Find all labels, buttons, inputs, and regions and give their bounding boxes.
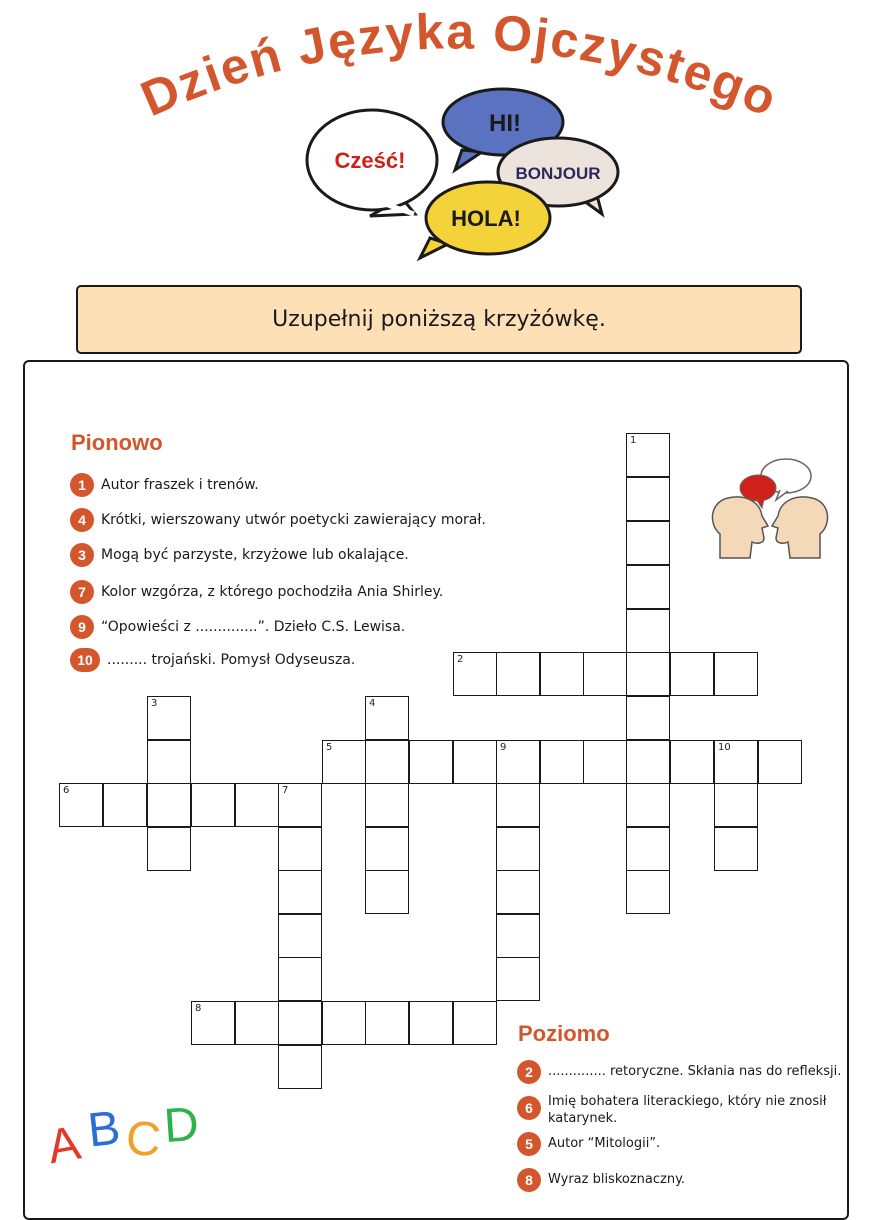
crossword-cell[interactable] [540,740,584,784]
bubble-en-text: HI! [489,110,521,137]
bubble-pl [307,110,437,216]
crossword-cell[interactable] [365,1001,409,1045]
cell-number: 10 [718,742,731,753]
clue-horizontal-5 [517,1132,660,1156]
clue-vertical-3 [70,543,409,567]
crossword-cell[interactable] [583,740,627,784]
crossword-cell[interactable] [496,783,540,827]
clue-text: ......... trojański. Pomysł Odyseusza. [107,651,356,668]
clue-number: 3 [70,543,94,567]
crossword-cell[interactable] [714,827,758,871]
crossword-cell[interactable] [714,740,758,784]
crossword-cell[interactable] [278,914,322,958]
cell-number: 4 [369,698,376,709]
crossword-cell[interactable] [278,870,322,914]
clue-vertical-1 [70,473,259,497]
crossword-cell[interactable] [453,740,497,784]
clue-number: 1 [70,473,94,497]
letter-a: A [43,1116,85,1175]
crossword-cell[interactable] [626,477,670,521]
crossword-cell[interactable] [235,783,279,827]
clue-text: “Opowieści z ..............”. Dzieło C.S. Lewisa. [101,618,406,635]
page-title: Dzień Języka Ojczystego [132,3,787,128]
crossword-cell[interactable] [626,565,670,609]
clue-horizontal-2 [517,1060,841,1084]
crossword-cell[interactable] [714,652,758,696]
bubble-es-text: HOLA! [451,206,521,231]
cell-number: 5 [326,742,333,753]
cell-number: 7 [282,785,289,796]
crossword-cell[interactable] [322,740,366,784]
crossword-cell[interactable] [409,1001,453,1045]
crossword-cell[interactable] [496,870,540,914]
crossword-cell[interactable] [496,740,540,784]
crossword-cell[interactable] [626,870,670,914]
clue-text: Kolor wzgórza, z którego pochodziła Ania Shirley. [101,583,444,600]
bubble-es [420,182,550,258]
clue-text: Autor “Mitologii”. [548,1135,661,1151]
crossword-cell[interactable] [103,783,147,827]
crossword-cell[interactable] [453,652,497,696]
bubble-fr-text: BONJOUR [515,164,601,183]
crossword-cell[interactable] [278,1045,322,1089]
clue-number: 9 [70,615,94,639]
clue-number: 6 [517,1096,541,1120]
clue-horizontal-8 [517,1168,685,1192]
crossword-cell[interactable] [583,652,627,696]
clue-horizontal-6 [517,1094,837,1128]
crossword-cell[interactable] [278,1001,322,1045]
clue-number: 10 [70,648,100,672]
header-graphic [0,0,872,270]
clue-text: Wyraz bliskoznaczny. [548,1171,686,1187]
clue-vertical-4 [70,508,486,532]
instruction-text: Uzupełnij poniższą krzyżówkę. [272,307,606,332]
crossword-cell[interactable] [496,914,540,958]
crossword-cell[interactable] [496,652,540,696]
cell-number: 2 [457,654,464,665]
crossword-cell[interactable] [626,827,670,871]
crossword-cell[interactable] [496,827,540,871]
crossword-cell[interactable] [278,827,322,871]
crossword-cell[interactable] [626,433,670,477]
clue-vertical-9 [70,615,405,639]
clue-text: Autor fraszek i trenów. [101,476,259,493]
clue-vertical-7 [70,580,443,604]
crossword-cell[interactable] [365,827,409,871]
crossword-cell[interactable] [540,652,584,696]
horizontal-heading: Poziomo [518,1021,610,1046]
cell-number: 3 [151,698,158,709]
crossword-cell[interactable] [365,870,409,914]
two-heads-talking-icon [706,454,834,562]
crossword-cell[interactable] [235,1001,279,1045]
bubble-pl-text: Cześć! [334,148,406,173]
clue-number: 2 [517,1060,541,1084]
crossword-cell[interactable] [191,1001,235,1045]
clue-number: 4 [70,508,94,532]
clue-number: 5 [517,1132,541,1156]
crossword-cell[interactable] [59,783,103,827]
clue-text: Imię bohatera literackiego, który nie znosił katarynek. [548,1094,827,1126]
crossword-cell[interactable] [670,740,714,784]
crossword-cell[interactable] [670,652,714,696]
crossword-cell[interactable] [626,783,670,827]
crossword-cell[interactable] [147,696,191,740]
crossword-cell[interactable] [322,1001,366,1045]
clue-text: Mogą być parzyste, krzyżowe lub okalające. [101,546,409,563]
crossword-cell[interactable] [409,740,453,784]
crossword-cell[interactable] [626,609,670,653]
crossword-cell[interactable] [496,957,540,1001]
clue-number: 7 [70,580,94,604]
letter-b: B [85,1101,123,1158]
cell-number: 8 [195,1003,202,1014]
crossword-cell[interactable] [278,783,322,827]
crossword-cell[interactable] [365,740,409,784]
cell-number: 6 [63,785,70,796]
cell-number: 9 [500,742,507,753]
clue-vertical-10 [70,648,355,672]
letter-c: C [124,1111,163,1168]
crossword-cell[interactable] [714,783,758,827]
crossword-cell[interactable] [626,740,670,784]
clue-text: Krótki, wierszowany utwór poetycki zawierający morał. [101,511,486,528]
crossword-cell[interactable] [191,783,235,827]
crossword-cell[interactable] [626,521,670,565]
crossword-cell[interactable] [626,652,670,696]
vertical-heading: Pionowo [71,430,163,455]
crossword-cell[interactable] [365,696,409,740]
cell-number: 1 [630,435,637,446]
instruction-banner [76,285,802,354]
crossword-cell[interactable] [626,696,670,740]
crossword-cell[interactable] [147,740,191,784]
crossword-cell[interactable] [365,783,409,827]
crossword-cell[interactable] [453,1001,497,1045]
crossword-cell[interactable] [147,783,191,827]
clue-text: .............. retoryczne. Skłania nas do refleksji. [548,1063,842,1079]
crossword-cell[interactable] [278,957,322,1001]
letter-d: D [162,1097,201,1154]
crossword-cell[interactable] [758,740,802,784]
crossword-cell[interactable] [147,827,191,871]
clue-number: 8 [517,1168,541,1192]
